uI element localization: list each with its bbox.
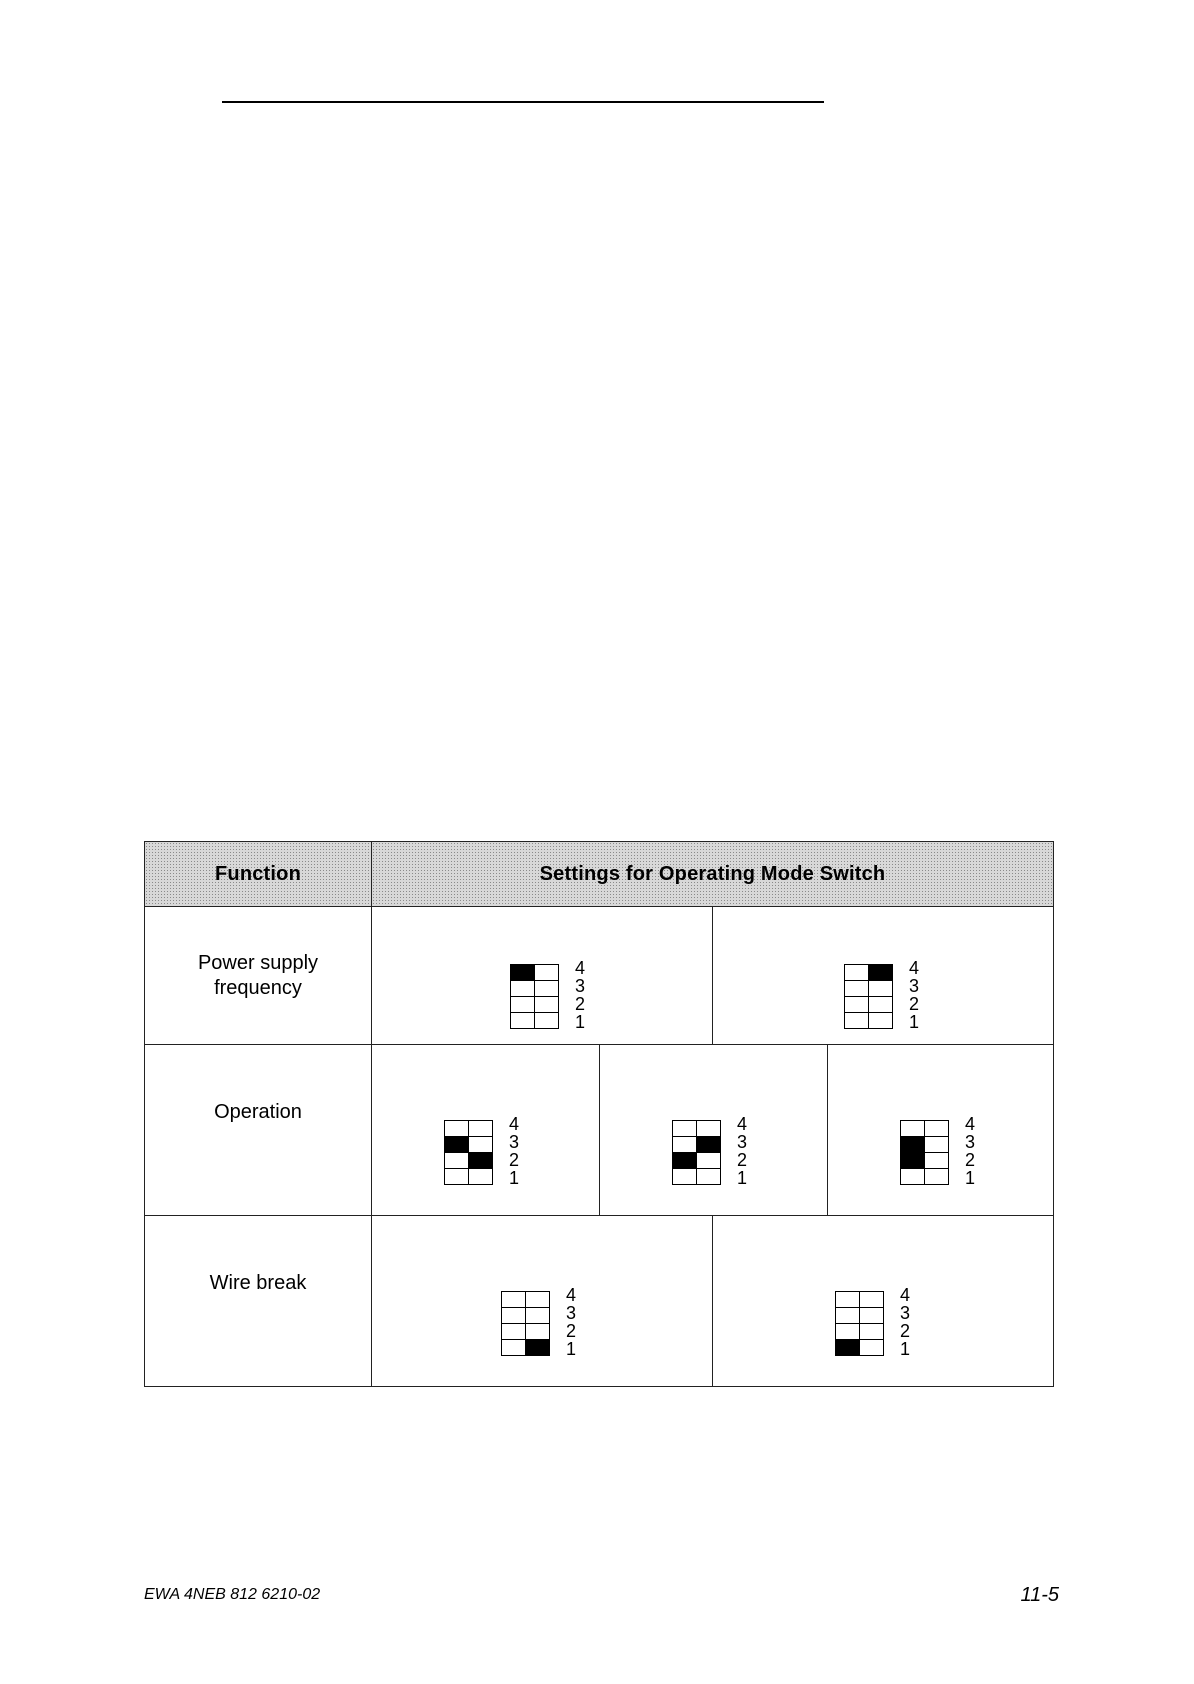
switch-position-on: [901, 1137, 925, 1153]
operating-mode-table: [144, 841, 1054, 1387]
switch-position-on: [697, 1137, 721, 1153]
switch-number: 1: [566, 1339, 577, 1359]
switch-position-off: [860, 1292, 884, 1308]
switch-position-off: [469, 1169, 493, 1185]
switch-position-off: [673, 1169, 697, 1185]
switch-position-off: [901, 1169, 925, 1185]
switch-number: 2: [965, 1150, 976, 1170]
function-wire-break: Wire break: [144, 1215, 372, 1387]
switch-position-off: [836, 1324, 860, 1340]
switch-position-off: [502, 1340, 526, 1356]
header-function: Function: [144, 841, 372, 907]
switch-position-off: [925, 1121, 949, 1137]
switch-position-off: [511, 997, 535, 1013]
switch-number: 1: [965, 1168, 976, 1188]
top-rule: [222, 101, 824, 103]
switch-position-off: [502, 1308, 526, 1324]
switch-numbers: [909, 959, 919, 1031]
switch-position-off: [836, 1308, 860, 1324]
switch-position-off: [445, 1121, 469, 1137]
switch-number: 1: [575, 1012, 586, 1032]
switch-number: 4: [566, 1285, 577, 1305]
switch-position-off: [445, 1169, 469, 1185]
switch-position-on: [526, 1340, 550, 1356]
switch-number: 2: [909, 994, 920, 1014]
switch-position-on: [511, 965, 535, 981]
switch-grid: [835, 1291, 884, 1356]
switch-position-off: [535, 1013, 559, 1029]
switch-position-on: [901, 1153, 925, 1169]
document-id: EWA 4NEB 812 6210-02: [144, 1586, 321, 1603]
switch-position-on: [469, 1153, 493, 1169]
switch-position-off: [502, 1324, 526, 1340]
switch-number: 4: [900, 1285, 911, 1305]
switch-position-on: [673, 1153, 697, 1169]
switch-position-off: [511, 981, 535, 997]
switch-position-off: [469, 1121, 493, 1137]
function-power-supply: Power supply frequency: [144, 906, 372, 1045]
switch-position-off: [860, 1308, 884, 1324]
switch-position-off: [697, 1153, 721, 1169]
dip-switch-diagram: [835, 1285, 911, 1359]
header-settings: Settings for Operating Mode Switch: [371, 841, 1054, 907]
switch-position-on: [445, 1137, 469, 1153]
page-number: 11-5: [1020, 1584, 1059, 1606]
switch-numbers: [737, 1115, 747, 1187]
switch-position-off: [673, 1137, 697, 1153]
switch-number: 2: [900, 1321, 911, 1341]
switch-number: 2: [737, 1150, 748, 1170]
dip-switch-diagram: [844, 958, 920, 1032]
switch-position-off: [673, 1121, 697, 1137]
switch-number: 2: [509, 1150, 520, 1170]
dip-switch-diagram: [444, 1114, 520, 1188]
switch-position-off: [511, 1013, 535, 1029]
switch-numbers: [900, 1286, 910, 1358]
switch-number: 3: [965, 1132, 976, 1152]
switch-number: 2: [566, 1321, 577, 1341]
switch-position-off: [535, 965, 559, 981]
switch-position-off: [869, 997, 893, 1013]
switch-grid: [672, 1120, 721, 1185]
switch-position-off: [535, 997, 559, 1013]
switch-position-off: [925, 1137, 949, 1153]
switch-numbers: [965, 1115, 975, 1187]
switch-number: 3: [900, 1303, 911, 1323]
switch-number: 4: [909, 958, 920, 978]
switch-position-off: [869, 981, 893, 997]
dip-switch-diagram: [501, 1285, 577, 1359]
switch-number: 1: [900, 1339, 911, 1359]
switch-grid: [510, 964, 559, 1029]
switch-grid: [501, 1291, 550, 1356]
switch-grid: [900, 1120, 949, 1185]
switch-position-off: [697, 1169, 721, 1185]
switch-numbers: [575, 959, 585, 1031]
switch-position-on: [869, 965, 893, 981]
switch-grid: [844, 964, 893, 1029]
switch-position-off: [836, 1292, 860, 1308]
switch-position-off: [526, 1292, 550, 1308]
dip-switch-diagram: [900, 1114, 976, 1188]
switch-number: 1: [909, 1012, 920, 1032]
switch-number: 3: [566, 1303, 577, 1323]
switch-position-on: [836, 1340, 860, 1356]
dip-switch-diagram: [510, 958, 586, 1032]
switch-numbers: [509, 1115, 519, 1187]
switch-number: 4: [575, 958, 586, 978]
switch-position-off: [860, 1340, 884, 1356]
switch-number: 3: [737, 1132, 748, 1152]
switch-numbers: [566, 1286, 576, 1358]
switch-position-off: [845, 997, 869, 1013]
switch-number: 2: [575, 994, 586, 1014]
switch-position-off: [925, 1169, 949, 1185]
switch-position-off: [445, 1153, 469, 1169]
switch-position-off: [535, 981, 559, 997]
switch-grid: [444, 1120, 493, 1185]
switch-position-off: [845, 1013, 869, 1029]
switch-position-off: [526, 1308, 550, 1324]
switch-position-off: [860, 1324, 884, 1340]
switch-number: 3: [575, 976, 586, 996]
switch-position-off: [845, 981, 869, 997]
switch-number: 1: [737, 1168, 748, 1188]
dip-switch-diagram: [672, 1114, 748, 1188]
switch-number: 4: [965, 1114, 976, 1134]
switch-position-off: [845, 965, 869, 981]
switch-number: 4: [737, 1114, 748, 1134]
switch-number: 1: [509, 1168, 520, 1188]
switch-number: 3: [909, 976, 920, 996]
switch-number: 3: [509, 1132, 520, 1152]
switch-position-off: [697, 1121, 721, 1137]
switch-position-off: [526, 1324, 550, 1340]
switch-position-off: [469, 1137, 493, 1153]
switch-position-off: [869, 1013, 893, 1029]
switch-position-off: [925, 1153, 949, 1169]
switch-number: 4: [509, 1114, 520, 1134]
function-operation: Operation: [144, 1044, 372, 1216]
switch-position-off: [502, 1292, 526, 1308]
switch-position-off: [901, 1121, 925, 1137]
